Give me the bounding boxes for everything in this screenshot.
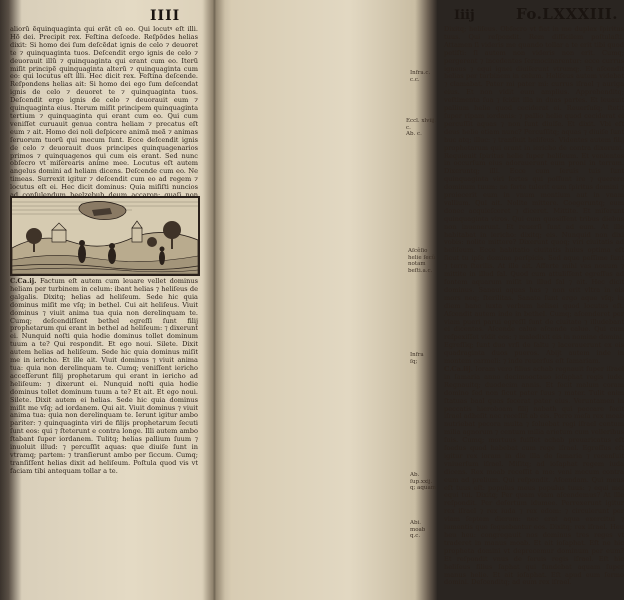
left-chapter-paragraph [10, 278, 198, 476]
left-page [0, 0, 214, 600]
right-page [216, 0, 624, 600]
right-page-header-left: Iiij [454, 8, 475, 23]
right-text [444, 26, 624, 598]
margin-note: Infra ſq; [410, 352, 424, 365]
right-page-header: Fo.LXXXIII. [516, 5, 619, 23]
left-page-header: IIII [150, 8, 181, 24]
left-text-top [10, 26, 198, 194]
left-text-bottom [10, 278, 198, 598]
right-chapter-paragraph [444, 366, 624, 587]
chapter-label-left: C.Ca.ij. [10, 277, 37, 285]
woodcut-illustration [10, 196, 200, 276]
chapter-label-right: C.Ca.iij. [444, 364, 473, 373]
margin-note: Ab. ſup.xxij. q; aquam [410, 472, 436, 491]
right-paragraph-main: Dixitq; heliſeus. Obſecro vt fiat in me duplex ſpiritus tuus. Qui reſpondit. Rem difficilem poſtulaſti. Attamen ſi videris me quando tollar a te erit tibi quod petiſti: ſi autem non videris non erit. Cumq; pergerent ⁊ incedentes ſermocinarentur: ecce currus igneus ⁊ equi ignei diuiſerunt vtrumq;. Et aſcendit helias per turbinem in celum. Heliſeus autem videbat ⁊ clamabat. Pater mi pater mi: currus iſrael ⁊ auriga eius. Et non vidit eum amplius. Apprehenditq; veſtimenta ſua ⁊ ſcidit illa in duas partes. Et leuauit pallium helie quod ceciderat ei. Reuerſuſq; ſtetit ſuper ripam iordanis: ⁊ pallio helie quod ceciderat ei percuſſit aquas ⁊ non ſunt diuiſe. Et dixit. Vbi eſt deus helie etiam nunc? Percuſſitq; aquas ⁊ diuiſe ſunt huc atq; illuc: ⁊ tranſiuit heliſeus. Videntes autem filij prophetarum qui erant in iericho de contra dixerunt. Requieuit ſpiritus helie ſuper heliſeum. Et venientes in occurſum eius adorauerunt eum proni in terram. Dixeruntq; illi. Ecce cum ſeruis tuis ſunt quinquaginta viri fortes qui poſſunt ire ⁊ querere dominum tuum: ne forte tulerit eum ſpiritus domini ⁊ proiecerit eum in vnum montium aut in vnam vallium. Qui ait. Nolite mittere. Coegeruntq; eum donec acquieſceret ⁊ diceret. Mittite. Et miſerunt quinquaginta viros. Qui cum quesiſſent tribus diebus non inuenerunt. Et reuerſi ſunt ad eum. At ille habitabat in iericho: dixitq; eis. Nunquid non dixi vobis: nolite mittere? Dixerunt quoq; viri ciuitatis ad heliſeum. Ecce habitatio ciuitatis huius optima eſt ſicut tu ipſe domine perſpicis. Sed aque peſſime ſunt ⁊ terra ſterilis. At ille ait. Afferte mihi vas nouum ⁊ mittite in illud ſal. Quod cum attuliſſent egreſſus ad fontem aquarum miſit in illud ſal ⁊ ait. Hec dicit dominus. Sanaui aquas has ⁊ non erit vltra in eis mors neq; ſterilitas. Sanate ſunt ergo aque vſq; in diem hanc iuxta verbum helisei quod locutus eſt. Aſcendit autem inde in bethel. Cumq; aſcenderet per viam pueri parui egreſſi ſunt de ciuitate ⁊ illudebant ei dicentes. Aſcende calue aſcende calue. Qui cum reſpexiſſet vidit eos: ⁊ maledixit eis in nomine domini. Egreſſiq; ſunt duo vrſi de ſaltu ⁊ lacerauerunt ex eis quadraginta duos pueros. Abijt autem inde in montem carmeli: ⁊ inde reuerſus eſt ſamariam. [444, 25, 624, 366]
woodcut-image [12, 198, 198, 274]
margin-note: Infra.c. c.c. [410, 70, 431, 83]
left-paragraph-top: aliorũ ẽquinquaginta qui erãt cũ eo. Qui locutꝰ eſt illi. Hõ dei. Precipit rex. Feſtina deſcede. Reſpõdes helias dixit: Si homo dei ſum deſcẽdat ignis de celo ⁊ deuoret te ⁊ quinquaginta tuos. Deſcendit ergo ignis de celo ⁊ deuorauit illũ ⁊ quinquaginta qui erant cum eo. Iterũ miſit principẽ quinquaginta alterũ ⁊ quinquaginta cum eo: qui locutus eſt illi. Hec dicit rex. Feſtina deſcende. Reſpondens helias ait: Si homo dei ego ſum deſcendat ignis de celo ⁊ deuoret te ⁊ quinquaginta tuos. Deſcendit ergo ignis de celo ⁊ deuorauit eum ⁊ quinquaginta eius. Iterum miſit principem quinquaginta tertium ⁊ quinquaginta qui erant cum eo. Qui cum veniſſet curuauit genua contra heliam ⁊ precatus eſt eum ⁊ ait. Homo dei noli deſpicere animã meã ⁊ animas ſeruorum tuorũ qui mecum ſunt. Ecce deſcendit ignis de celo ⁊ deuorauit duos principes quinquagenarios primos ⁊ quinquagenos qui cum eis erant. Sed nunc obſecro vt miſerearis anime mee. Locutus eſt autem angelus domini ad heliam dicens. Deſcende cum eo. Ne timeas. Surrexit igitur ⁊ deſcendit cum eo ad regem ⁊ locutus eſt ei. Hec dicit dominus: Quia miſiſti nuncios [10, 25, 198, 192]
left-paragraph-bottom: Factum eſt autem cum leuare vellet dominus heliam per turbinem in celum: ibant helias ⁊ heliſeus de galgalis. Dixitq; helias ad heliſeum. Sede hic quia dominus miſit me vſq; in bethel. Cui ait heliſeus. Viuit dominus ⁊ viuit anima tua quia non derelinquam te. Cumq; deſcendiſſent bethel egreſſi ſunt filij prophetarum qui erant in bethel ad heliſeum: ⁊ dixerunt ei. Nunquid noſti quia hodie dominus tollet dominum tuum a te? Qui respondit. Et ego noui. Silete. Dixit autem helias ad heliſeum. Sede hic quia dominus miſit me in iericho. Et ille ait. Viuit dominus ⁊ viuit anima tua: quia non derelinquam te. Cumq; veniſſent iericho acceſſerunt filij prophetarum qui erant in iericho ad heliſeum: ⁊ dixerunt ei. Nunquid noſti quia hodie dominus tollet dominum tuum a te? Et ait. Et ego noui. Silete. Dixit autem ei helias. Sede hic quia dominus miſit me vſq; ad iordanem. Qui ait. Viuit dominus ⁊ viuit anima tua: quia non derelinquam te. Ierunt igitur ambo pariter: ⁊ quinquaginta viri de filijs prophetarum ſecuti ſunt eos: qui ⁊ ſteterunt e contra longe. Illi autem ambo ſtabant ſuper iordanem. Tulitq; helias pallium ſuum ⁊ inuoluit illud: ⁊ percuſſit aquas: que diuiſe ſunt in vtramq; partem: ⁊ tranſierunt ambo per ſiccum. Cumq; tranſiſſent helias dixit ad heliſeum. Poſtula quod vis vt faciam tibi antequam tollar a te. [10, 277, 198, 475]
margin-note: Eccl. xlviij. c. Ab. c. [406, 118, 437, 137]
margin-note: Aſcẽſio helie ſecũ notam beſti.a.c. [408, 248, 436, 274]
right-paragraph-after: Ioram vero filius achab regnauit ſuper iſrael in ſamaria anno decimooctauo ioſaphat regis iude. Regnauitq; duodecim annis. Et fecit malum coram domino ſed non ſicut pater ſuus ⁊ mater. Tulit enim ſtatuas baal quas fecerat pater eius. Veruntamen in peccatis hieroboam filij nabath qui peccare fecit iſrael adheſit nec receſſit ab eis. Porro meſa rex moab nutriebat pecora multa ⁊ ſoluebat regi iſrael centum milia agnorum ⁊ centum milia arietum cum velleribus ſuis. Cumq; mortuus fuiſſet achab preuaricatus eſt foedus quod habebat cum rege iſrael. Egreſſus eſt igitur rex ioram in die illa de ſamaria ⁊ recenſuit vniuerſum iſrael. Miſitq; ad ioſaphat regem iuda dicens. Rex moab receſſit a me: veni mecum contra eum ad prelium. Qui reſpondit. Aſcendam. Qui meus eſt tuus eſt: populus meus populus tuus: ⁊ equi mei equi tui. Dixitq; Per quam viam aſcendemus? At ille reſpondit. Per deſertum idumee. Perrexerunt igitur rex iſrael ⁊ rex iuda ⁊ rex edom: ⁊ circuierunt per viam ſeptem dierum: nec erat aqua exercitui ⁊ iumentis que ſequebantur eos. Dixitq; rex iſrael. Heu heu heu: congregauit nos dominus tres reges vt traderet in manus moab. Et ait ioſaphat. Eſt ne hic propheta domini vt deprecemur dominum per eum? Et reſpondit vnus de ſeruis regis iſrael. Eſt hic heliſeus filius ſaphat qui fundebat aquam ſuper manus helie. Et ait ioſaphat. Eſt apud eum ſermo domini. Deſcenditq; ad eum rex iſrael. [444, 364, 624, 587]
margin-note: Abi. moab q.c. [410, 520, 426, 539]
